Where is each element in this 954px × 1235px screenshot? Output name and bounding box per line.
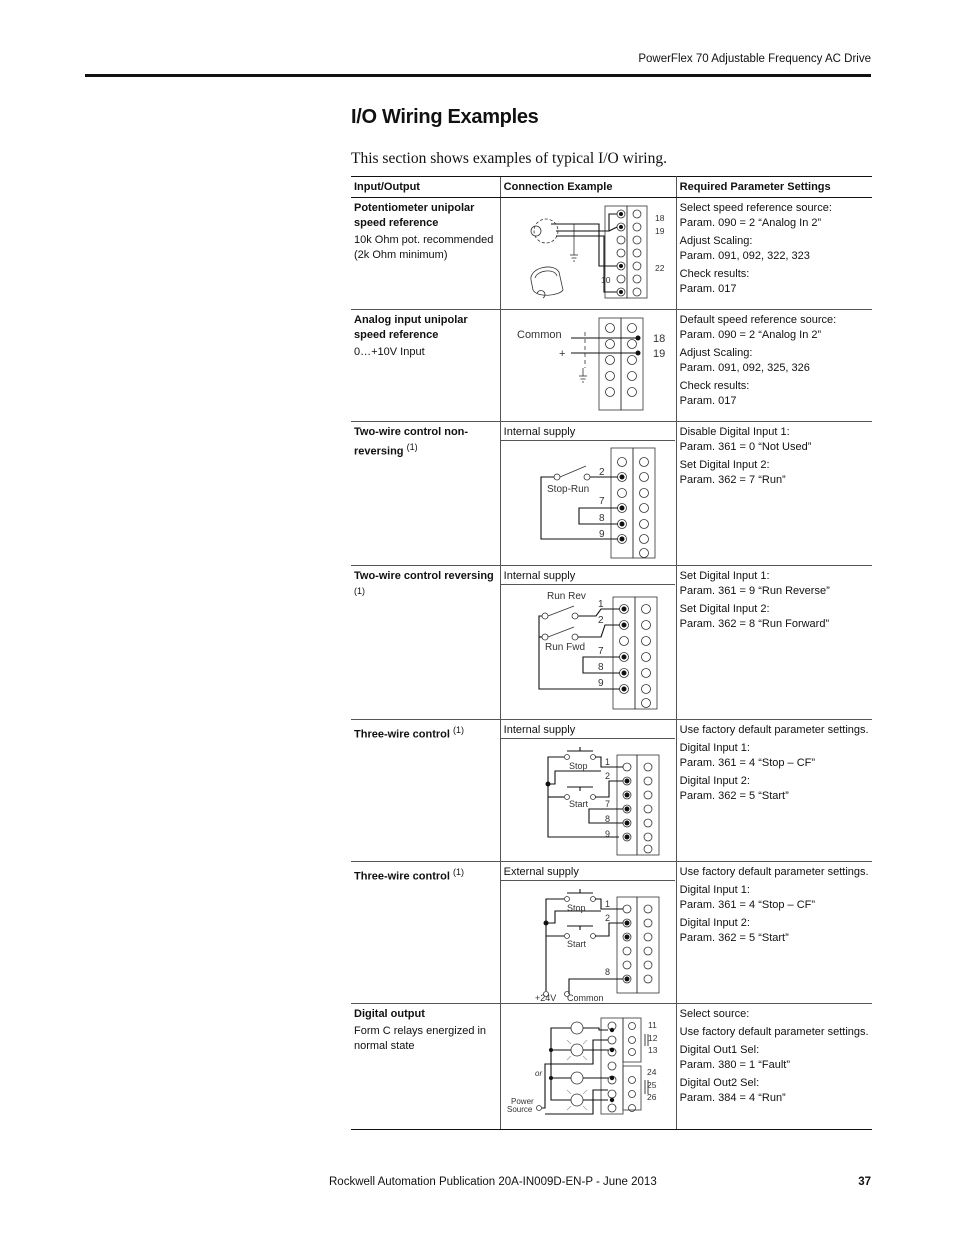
terminal-label: 1	[604, 899, 610, 909]
terminal-label: 18	[652, 333, 665, 345]
switch-label: Run Fwd	[544, 642, 585, 653]
table-row	[351, 422, 872, 566]
setting-line: Param. 361 = 4 “Stop – CF”	[679, 899, 816, 911]
setting-line: Adjust Scaling:	[679, 347, 753, 359]
setting-line: Param. 090 = 2 “Analog In 2”	[679, 329, 822, 341]
setting-line: Param. 017	[679, 283, 737, 295]
table-row	[351, 566, 872, 720]
setting-line: Digital Out1 Sel:	[679, 1044, 760, 1056]
setting-line: Digital Input 2:	[679, 775, 750, 787]
setting-line: Param. 384 = 4 “Run”	[679, 1092, 786, 1104]
settings-cell	[676, 198, 872, 310]
terminal-label: 19	[652, 348, 665, 360]
terminal-label: 2	[604, 771, 610, 781]
setting-line: Param. 017	[679, 395, 737, 407]
setting-line: Param. 091, 092, 325, 326	[679, 362, 810, 374]
setting-line: Digital Input 1:	[679, 742, 750, 754]
connection-cell	[500, 310, 676, 422]
setting-line: Check results:	[679, 268, 750, 280]
input-description: 10k Ohm pot. recommended (2k Ohm minimum)	[354, 234, 494, 261]
terminal-label: 7	[604, 799, 610, 809]
connection-cell	[500, 720, 676, 862]
io-wiring-table	[351, 176, 872, 1130]
terminal-label: 8	[604, 814, 610, 824]
setting-line: Param. 362 = 5 “Start”	[679, 932, 789, 944]
setting-line: Check results:	[679, 380, 750, 392]
power-source-label: Power	[510, 1097, 534, 1106]
column-header-settings: Required Parameter Settings	[676, 177, 872, 198]
terminal-label: 13	[647, 1045, 658, 1055]
terminal-label: 8	[598, 513, 605, 524]
terminal-label: 1	[597, 599, 604, 610]
settings-cell	[676, 720, 872, 862]
terminal-label: 19	[654, 226, 665, 236]
supply-label: External supply	[503, 866, 579, 878]
terminal-label: 26	[646, 1092, 657, 1102]
setting-line: Set Digital Input 2:	[679, 459, 770, 471]
input-cell	[351, 1004, 500, 1130]
button-label: Start	[566, 939, 586, 949]
supply-terminal-label: +24V	[534, 993, 556, 1001]
setting-line: Disable Digital Input 1:	[679, 426, 790, 438]
button-label: Start	[568, 799, 588, 809]
input-cell	[351, 862, 500, 1004]
terminal-label: 2	[597, 615, 604, 626]
terminal-label: 2	[598, 467, 605, 478]
settings-cell	[676, 310, 872, 422]
digital-output-wiring-diagram	[501, 1004, 675, 1124]
column-header-connection: Connection Example	[500, 177, 676, 198]
switch-label: Stop-Run	[546, 484, 589, 495]
supply-label: Internal supply	[503, 724, 576, 736]
page-number: 37	[858, 1176, 871, 1188]
setting-line: Default speed reference source:	[679, 314, 837, 326]
input-name: Two-wire control non-reversing $^{(1)}$	[354, 426, 469, 458]
table-header-row	[351, 177, 872, 198]
terminal-label: 7	[597, 646, 604, 657]
settings-cell	[676, 1004, 872, 1130]
input-description: 0…+10V Input	[354, 346, 425, 358]
input-cell	[351, 566, 500, 720]
setting-line: Set Digital Input 1:	[679, 570, 770, 582]
terminal-label: 11	[647, 1020, 657, 1030]
terminal-label: 10	[600, 275, 611, 285]
terminal-label: 25	[646, 1080, 657, 1090]
footnote-marker: (1)	[453, 867, 465, 877]
setting-line: Select speed reference source:	[679, 202, 832, 214]
terminal-label: 1	[604, 757, 610, 767]
input-name: Three-wire control $^{(1)}$	[354, 725, 465, 741]
setting-line: Param. 361 = 0 “Not Used”	[679, 441, 812, 453]
input-name: Three-wire control $^{(1)}$	[354, 867, 465, 883]
footnote-marker: (1)	[453, 725, 465, 735]
terminal-label: 7	[598, 496, 605, 507]
footnote-marker: (1)	[354, 586, 365, 596]
setting-line: Select source:	[679, 1008, 750, 1020]
terminal-label: 22	[654, 263, 665, 273]
publication-title: PowerFlex 70 Adjustable Frequency AC Drive	[638, 53, 871, 65]
setting-line: Digital Input 2:	[679, 917, 750, 929]
table-row	[351, 310, 872, 422]
button-label: Stop	[568, 761, 588, 771]
supply-label: Internal supply	[503, 426, 576, 438]
two-wire-non-reversing-diagram	[501, 440, 675, 565]
setting-line: Use factory default parameter settings.	[679, 1026, 869, 1038]
diagram-label-plus: +	[558, 348, 566, 360]
input-name: Potentiometer unipolar speed reference	[354, 202, 475, 229]
power-source-label: Source	[506, 1105, 533, 1114]
setting-line: Use factory default parameter settings.	[679, 866, 869, 878]
setting-line: Digital Out2 Sel:	[679, 1077, 760, 1089]
footer-publication: Rockwell Automation Publication 20A-IN009D-EN-P - June 2013	[329, 1176, 657, 1188]
setting-line: Use factory default parameter settings.	[679, 724, 869, 736]
terminal-label: 2	[604, 913, 610, 923]
table-row	[351, 1004, 872, 1130]
input-cell	[351, 422, 500, 566]
input-description: Form C relays energized in normal state	[354, 1025, 487, 1052]
input-name: Analog input unipolar speed reference	[354, 314, 468, 341]
settings-cell	[676, 862, 872, 1004]
page-title: I/O Wiring Examples	[351, 106, 539, 128]
connection-cell	[500, 198, 676, 310]
setting-line: Param. 091, 092, 322, 323	[679, 250, 810, 262]
setting-line: Set Digital Input 2:	[679, 603, 770, 615]
terminal-label: 9	[604, 829, 610, 839]
two-wire-reversing-diagram	[501, 584, 675, 715]
terminal-label: 24	[646, 1067, 657, 1077]
setting-line: Param. 362 = 7 “Run”	[679, 474, 786, 486]
setting-line: Param. 362 = 5 “Start”	[679, 790, 789, 802]
or-label: or	[534, 1069, 542, 1078]
header-rule	[85, 74, 871, 77]
input-cell	[351, 720, 500, 862]
switch-label: Run Rev	[546, 591, 586, 602]
diagram-label-common: Common	[516, 329, 562, 341]
terminal-label: 9	[598, 529, 605, 540]
terminal-label: 8	[597, 662, 604, 673]
setting-line: Adjust Scaling:	[679, 235, 753, 247]
connection-cell	[500, 1004, 676, 1130]
setting-line: Param. 090 = 2 “Analog In 2”	[679, 217, 822, 229]
table-row	[351, 198, 872, 310]
potentiometer-wiring-diagram	[501, 198, 675, 304]
button-label: Stop	[566, 903, 586, 913]
setting-line: Param. 361 = 9 “Run Reverse”	[679, 585, 830, 597]
connection-cell	[500, 422, 676, 566]
three-wire-external-diagram	[501, 880, 675, 1001]
setting-line: Param. 361 = 4 “Stop – CF”	[679, 757, 816, 769]
connection-cell	[500, 862, 676, 1004]
setting-line: Digital Input 1:	[679, 884, 750, 896]
setting-line: Param. 362 = 8 “Run Forward”	[679, 618, 830, 630]
terminal-label: 12	[647, 1033, 658, 1043]
input-name: Digital output	[354, 1008, 425, 1020]
terminal-label: 8	[604, 967, 610, 977]
terminal-label: 18	[654, 213, 665, 223]
setting-line: Param. 380 = 1 “Fault”	[679, 1059, 790, 1071]
common-terminal-label: Common	[566, 993, 604, 1001]
footnote-marker: (1)	[406, 442, 418, 452]
intro-text: This section shows examples of typical I/O wiring.	[351, 150, 667, 167]
connection-cell	[500, 566, 676, 720]
table-row	[351, 720, 872, 862]
input-cell	[351, 198, 500, 310]
input-cell	[351, 310, 500, 422]
supply-label: Internal supply	[503, 570, 576, 582]
terminal-label: 9	[597, 678, 604, 689]
settings-cell	[676, 422, 872, 566]
table-row	[351, 862, 872, 1004]
column-header-input: Input/Output	[351, 177, 500, 198]
three-wire-internal-diagram	[501, 738, 675, 859]
settings-cell	[676, 566, 872, 720]
analog-input-wiring-diagram	[501, 310, 675, 416]
input-name: Two-wire control reversing $^{(1)}$	[354, 570, 494, 596]
